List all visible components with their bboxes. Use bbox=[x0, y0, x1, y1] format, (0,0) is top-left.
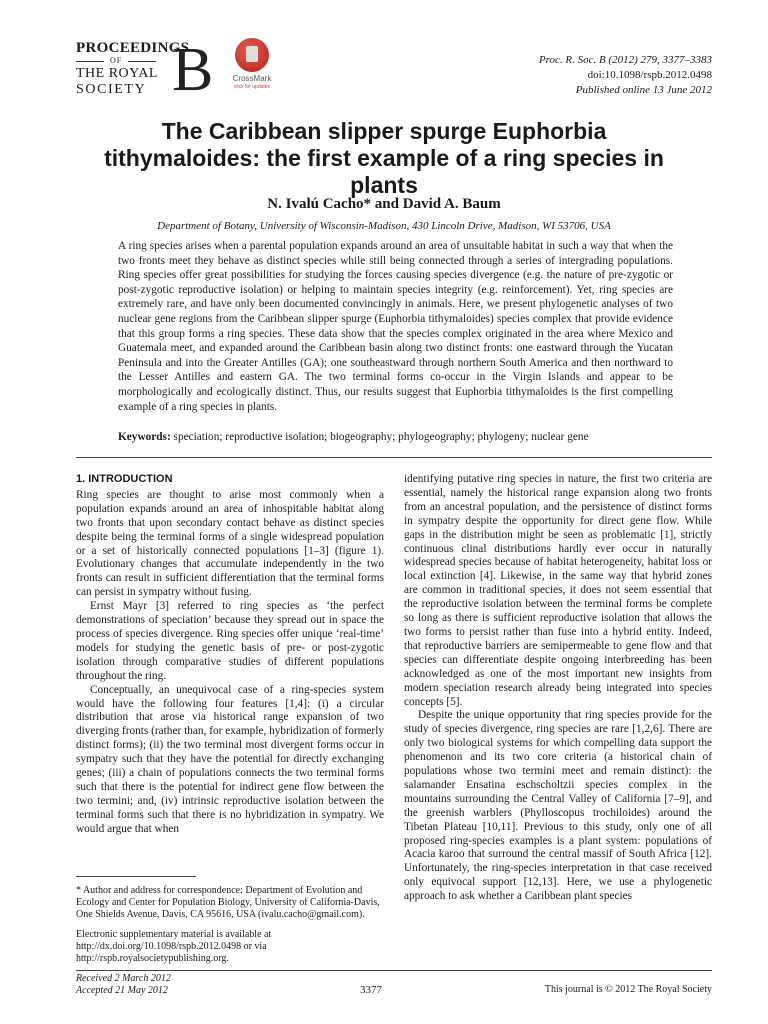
logo-letter-b: B bbox=[172, 36, 214, 104]
logo-proceedings: PROCEEDINGS bbox=[76, 40, 190, 56]
citation-journal: Proc. R. Soc. B (2012) 279, 3377–3383 bbox=[538, 54, 712, 66]
intro-heading: 1. INTRODUCTION bbox=[76, 473, 173, 485]
abstract: A ring species arises when a parental population expands around an area of unsuitable habitat in such a way that when the two fronts meet they behave as distinct species while still being connected through a series of intergrading populations. Ring species offer great possibilities for studying the forces causing species divergence (e.g. the nature of pre-zygotic or post-zygotic reproductive isolation) or helping to maintain species integrity (e.g. reinforcement). Yet, ring species are extremely rare, and have only been documented convincingly in animals. Here, we present phylogenetic analyses of two nuclear gene regions from the Caribbean slipper spurge (Euphorbia tithymaloides) species complex that provide evidence that this group forms a ring species. These data show that the species complex originated in the area where Mexico and Guatemala meet, and expanded around the Caribbean basin along two distinct fronts: one eastward through the Yucatan Peninsula and into the Greater Antilles (GA); one southeastward through northern South America and then northward to the Lesser Antilles and eastern GA. The two terminal forms co-occur in the Virgin Islands and appear to be morphologically and ecologically distinct. Thus, our results suggest that Euphorbia tithymaloides is the first compelling example of a ring species in plants. bbox=[118, 240, 673, 413]
keywords-label: Keywords: bbox=[118, 431, 171, 443]
paragraph: Ring species are thought to arise most commonly when a population expands around an area of inhospitable habitat along two fronts that upon secondary contact behave as distinct species despite being the terminal forms of a single widespread population or a set of historically connected populations [1–3] (figure 1). Evolutionary changes that accumulate independently in the two fronts can result in sufficient differentiation that the terminal forms can persist in sympatry without fusing. bbox=[76, 488, 384, 599]
correspondence-note: * Author and address for correspondence: Department of Evolution and Ecology and Center for Population Biology, University of California-Davis, One Shields Avenue, Davis, CA 95616, USA (ivalu.cacho@gmail.com). bbox=[76, 885, 380, 920]
dates bbox=[76, 973, 171, 997]
citation-doi: doi:10.1098/rspb.2012.0498 bbox=[587, 69, 712, 81]
section-divider bbox=[76, 457, 712, 458]
received-date: Received 2 March 2012 bbox=[76, 973, 171, 984]
logo-the-royal: THE ROYAL bbox=[76, 66, 158, 81]
paragraph: identifying putative ring species in nature, the first two criteria are essential, namely the historical range expansion along two fronts from an ancestral population, and the persistence of distinct forms in sympatry despite the opportunity for direct gene flow. While gaps in the distribution might be seen as problematic [1], strictly continuous clinal distributions hardly ever occur in naturally widespread species because of habitat heterogeneity, habitat loss or local extinction [4]. Likewise, in the same way that hybrid zones are common in traditional species, it does not seem essential that the reproductive isolation between the terminal forms be complete so long as there is sufficient reproductive isolation that allows the two forms to persist rather than fuse into a hybrid entity. Indeed, that reproductive barriers are semipermeable to gene flow and that species can differentiate despite ongoing interbreeding has been acknowledged as one of the most important new insights from modern speciation research already being integrated into species concepts [5]. bbox=[404, 473, 712, 708]
paragraph: Conceptually, an unequivocal case of a ring-species system would have the following four features [1,4]: (i) a circular distribution that arose via historical range expansion of two diverging fronts (rather than, for example, hybridization of formerly distinct forms); (ii) the two terminal most divergent forms occur in sympatry such that they have the potential for directly exchanging genes; (iii) a chain of populations connects the two terminal forms such that there is the potential for indirect gene flow between the two termini; and, (iv) intrinsic reproductive isolation between the terminal forms such that there is no hybridization in sympatry. We would argue that when bbox=[76, 683, 384, 835]
footnotes bbox=[76, 885, 384, 965]
paragraph: Despite the unique opportunity that ring species provide for the study of species divergence, ring species are rare [1,2,6]. There are only two biological systems for which compelling data support the phenomenon and its two core criteria (a historical chain of populations whose two termini meet and remain distinct): the salamander Ensatina eschscholtzii species complex in the mountains surrounding the Central Valley of California [7–9], and the greenish warblers (Phylloscopus trochiloides) around the Tibetan Plateau [10,11]. Previous to this study, only one of all proposed ring-species examples is a plant system: populations of Acacia karoo that surround the central massif of South Africa [12]. Unfortunately, the ring-species interpretation in that case received only equivocal support [12,13]. Here, we use a phylogenetic approach to ask whether a Caribbean plant species bbox=[404, 709, 712, 903]
keywords bbox=[118, 431, 673, 443]
paper-authors: N. Ivalú Cacho* and David A. Baum bbox=[267, 196, 501, 212]
crossmark-sub: click for updates bbox=[233, 84, 271, 90]
logo-society: SOCIETY bbox=[76, 82, 147, 97]
crossmark-icon bbox=[235, 38, 269, 72]
paper-affiliation: Department of Botany, University of Wisconsin-Madison, 430 Lincoln Drive, Madison, WI 53706, USA bbox=[157, 220, 611, 232]
accepted-date: Accepted 21 May 2012 bbox=[76, 985, 168, 996]
citation-published: Published online 13 June 2012 bbox=[575, 84, 712, 96]
royal-society-logo bbox=[76, 36, 214, 104]
keywords-text: speciation; reproductive isolation; biogeography; phylogeography; phylogeny; nuclear gene bbox=[173, 431, 589, 443]
citation-block bbox=[539, 53, 712, 98]
body-left-column bbox=[76, 473, 384, 837]
paragraph: Ernst Mayr [3] referred to ring species as ‘the perfect demonstrations of speciation’ because they spread out in space the process of species divergence. Ring species offer unique ‘real-time’ models for studying the genetic basis of pre- or post-zygotic isolation through comparative studies of different populations throughout the ring. bbox=[76, 600, 384, 682]
footer-divider bbox=[76, 970, 712, 971]
logo-divider bbox=[128, 61, 156, 62]
crossmark-badge[interactable] bbox=[229, 38, 275, 96]
crossmark-label: CrossMark bbox=[232, 74, 272, 83]
logo-of: OF bbox=[110, 56, 123, 65]
paper-title: The Caribbean slipper spurge Euphorbia tithymaloides: the first example of a ring species in plants bbox=[104, 118, 664, 198]
footnote-divider bbox=[76, 876, 196, 877]
copyright-note: This journal is © 2012 The Royal Society bbox=[544, 984, 712, 995]
page-number: 3377 bbox=[360, 984, 382, 996]
body-right-column bbox=[404, 473, 712, 904]
logo-divider bbox=[76, 61, 104, 62]
esm-note[interactable]: Electronic supplementary material is available at http://dx.doi.org/10.1098/rspb.2012.0498 or via http://rspb.royalsocietypublishing.org. bbox=[76, 929, 272, 964]
